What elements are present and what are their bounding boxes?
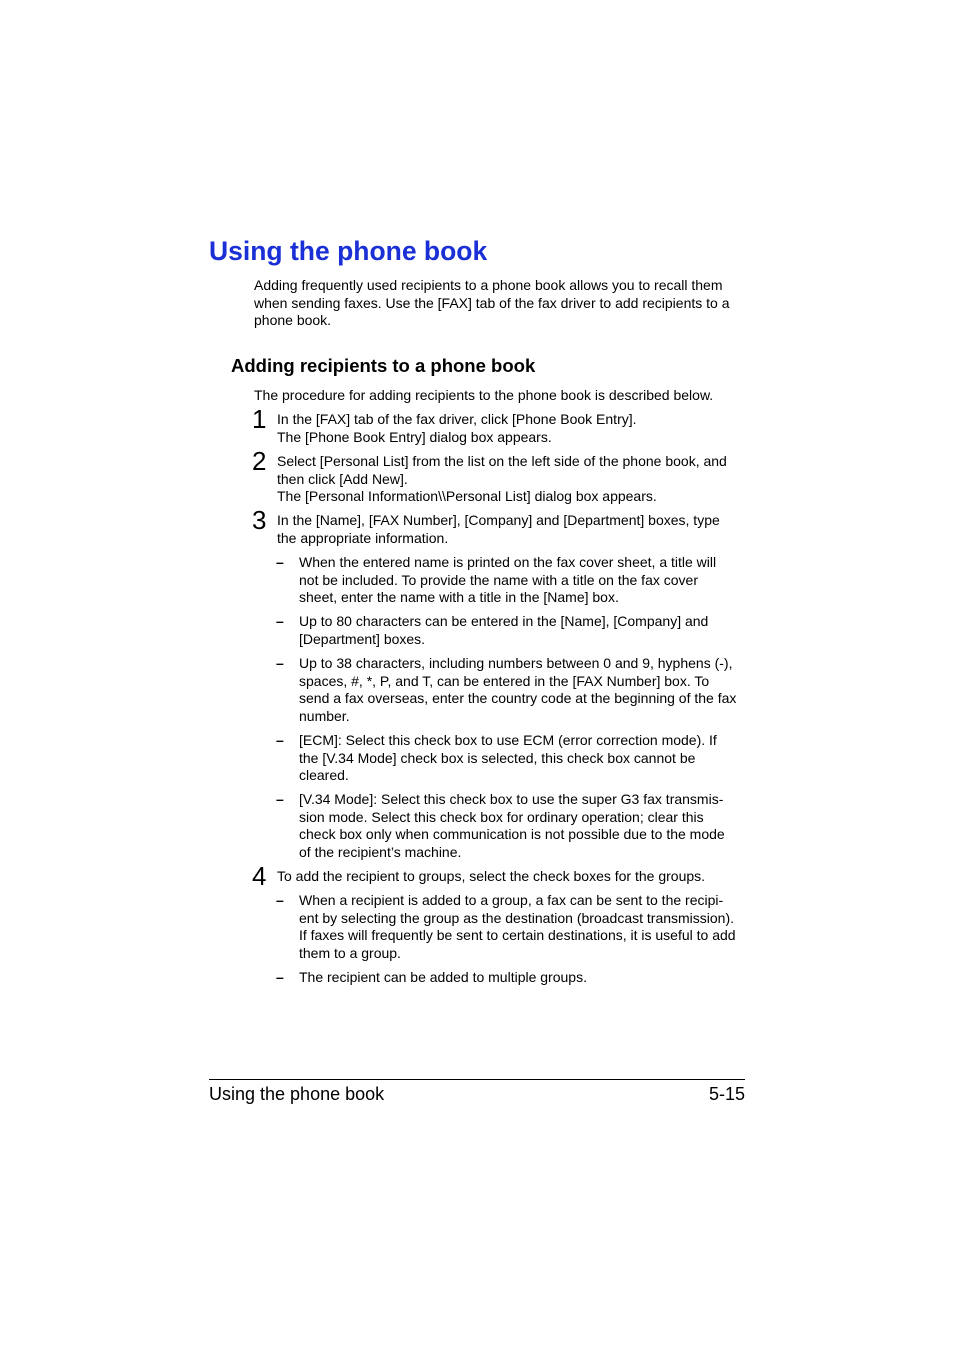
bullet-text xyxy=(299,655,747,725)
bullet-dash: – xyxy=(276,613,284,629)
step-line: The [Phone Book Entry] dialog box appears. xyxy=(277,428,552,445)
footer-section-title: Using the phone book xyxy=(209,1084,385,1104)
intro-paragraph xyxy=(254,277,749,330)
procedure-intro: The procedure for adding recipients to the phone book is described below. xyxy=(254,387,714,403)
bullet-line: them to a group. xyxy=(299,944,401,961)
step-line: The [Personal Information\\Personal List] dialog box appears. xyxy=(277,488,657,505)
bullet-line: Up to 38 characters, including numbers between 0 and 9, hyphens (-), xyxy=(299,655,733,671)
bullet-text xyxy=(299,892,747,962)
bullet-dash: – xyxy=(276,655,284,671)
step-line: In the [FAX] tab of the fax driver, click [Phone Book Entry]. xyxy=(277,411,637,427)
bullet-line: ent by selecting the group as the destination (broadcast transmission). xyxy=(299,909,735,926)
bullet-dash: – xyxy=(276,969,284,985)
intro-line: when sending faxes. Use the [FAX] tab of the fax driver to add recipients to a xyxy=(254,294,730,311)
bullet-line: sion mode. Select this check box for ordinary operation; clear this xyxy=(299,808,704,825)
bullet-text xyxy=(299,732,747,785)
intro-line: Adding frequently used recipients to a phone book allows you to recall them xyxy=(254,277,723,293)
bullet-line: If faxes will frequently be sent to certain destinations, it is useful to add xyxy=(299,927,736,944)
bullet-text xyxy=(299,969,747,987)
bullet-line: [Department] boxes. xyxy=(299,630,426,647)
bullet-line: number. xyxy=(299,707,350,724)
bullet-line: Up to 80 characters can be entered in the [Name], [Company] and xyxy=(299,613,709,629)
bullet-line: send a fax overseas, enter the country code at the beginning of the fax xyxy=(299,690,737,707)
bullet-line: not be included. To provide the name with a title on the fax cover xyxy=(299,571,698,588)
bullet-dash: – xyxy=(276,791,284,807)
step-text xyxy=(277,453,747,506)
step-number: 3 xyxy=(252,505,267,535)
bullet-line: When a recipient is added to a group, a fax can be sent to the recipi- xyxy=(299,892,724,908)
bullet-line: the [V.34 Mode] check box is selected, this check box cannot be xyxy=(299,749,696,766)
step-text xyxy=(277,411,747,446)
bullet-line: [V.34 Mode]: Select this check box to use the super G3 fax transmis- xyxy=(299,791,724,807)
step-number: 2 xyxy=(252,446,267,476)
step-text xyxy=(277,512,747,547)
bullet-line: cleared. xyxy=(299,767,349,784)
step-number: 4 xyxy=(252,861,267,891)
bullet-dash: – xyxy=(276,892,284,908)
bullet-text xyxy=(299,613,747,648)
intro-line: phone book. xyxy=(254,312,332,329)
bullet-line: [ECM]: Select this check box to use ECM (error correction mode). If xyxy=(299,732,717,748)
bullet-line: When the entered name is printed on the fax cover sheet, a title will xyxy=(299,554,717,570)
step-line: In the [Name], [FAX Number], [Company] and [Department] boxes, type xyxy=(277,512,720,528)
bullet-text xyxy=(299,791,747,861)
bullet-line: spaces, #, *, P, and T, can be entered in the [FAX Number] box. To xyxy=(299,672,710,689)
bullet-dash: – xyxy=(276,732,284,748)
step-text xyxy=(277,868,747,886)
bullet-line: check box only when communication is not possible due to the mode xyxy=(299,826,725,843)
footer-page-number: 5-15 xyxy=(708,1084,745,1104)
bullet-line: The recipient can be added to multiple groups. xyxy=(299,969,587,985)
page-title: Using the phone book xyxy=(209,236,488,266)
step-line: To add the recipient to groups, select the check boxes for the groups. xyxy=(277,868,706,884)
bullet-line: sheet, enter the name with a title in the [Name] box. xyxy=(299,589,619,606)
step-line: the appropriate information. xyxy=(277,529,449,546)
footer-divider xyxy=(209,1079,745,1080)
step-number: 1 xyxy=(252,404,267,434)
bullet-text xyxy=(299,554,747,607)
bullet-dash: – xyxy=(276,554,284,570)
bullet-line: of the recipient’s machine. xyxy=(299,843,462,860)
step-line: then click [Add New]. xyxy=(277,470,408,487)
step-line: Select [Personal List] from the list on the left side of the phone book, and xyxy=(277,453,727,469)
section-heading: Adding recipients to a phone book xyxy=(231,355,536,376)
